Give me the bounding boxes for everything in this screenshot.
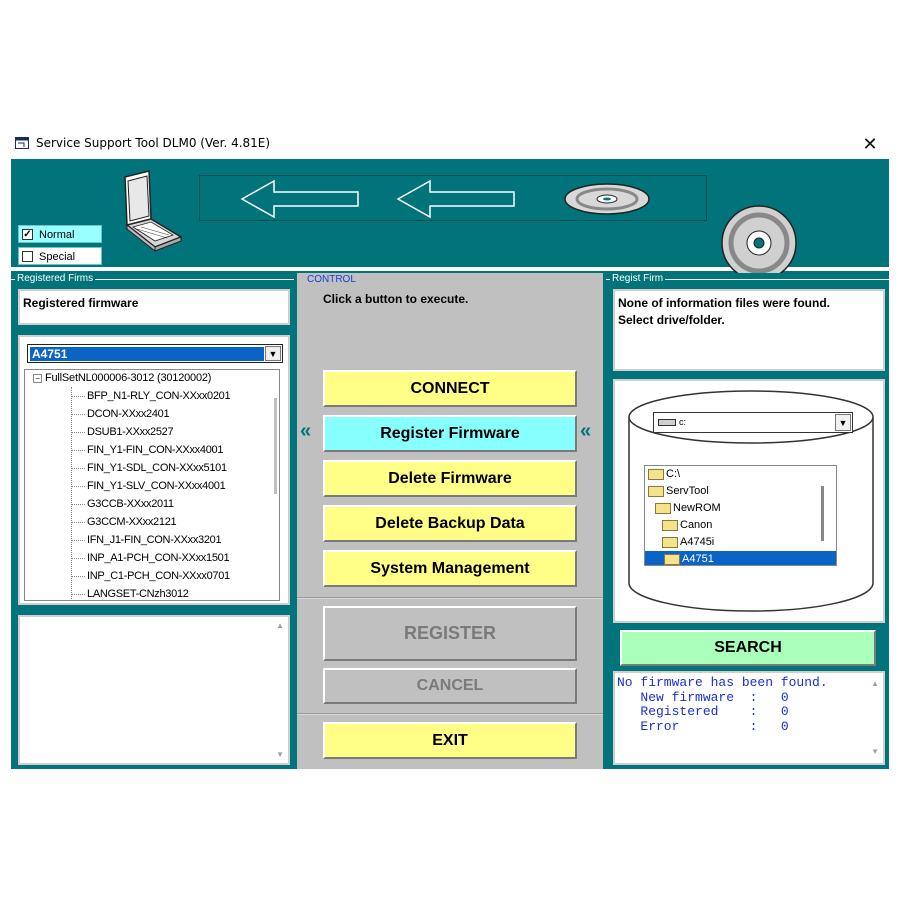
folder-label: A4745i <box>680 536 715 548</box>
open-folder-icon <box>662 520 678 531</box>
search-button[interactable]: SEARCH <box>620 630 876 666</box>
folder-label: Canon <box>680 519 713 531</box>
chevron-down-icon[interactable]: ▼ <box>835 414 851 431</box>
app-icon <box>15 137 29 149</box>
folder-item[interactable] <box>662 534 714 551</box>
tree-item[interactable]: G3CCB-XXxx2011 <box>71 498 174 510</box>
model-select[interactable] <box>27 344 283 363</box>
result-line: Error : 0 <box>617 718 789 734</box>
result-line: No firmware has been found. <box>617 675 828 690</box>
cancel-button[interactable]: CANCEL <box>323 668 577 704</box>
control-panel <box>297 273 603 769</box>
checkbox-empty-icon <box>22 251 33 262</box>
control-hint: Click a button to execute. <box>323 292 469 306</box>
scroll-down-icon[interactable]: ▼ <box>871 746 879 756</box>
register-firmware-button[interactable]: Register Firmware <box>323 415 577 452</box>
tree-item[interactable]: FIN_Y1-SDL_CON-XXxx5101 <box>71 462 227 474</box>
folder-item-selected[interactable] <box>645 551 836 566</box>
firmware-details-box <box>18 615 290 765</box>
hard-drive-icon <box>658 419 676 426</box>
control-label: CONTROL <box>307 274 356 285</box>
normal-mode-label: Normal <box>39 229 75 241</box>
delete-firmware-button[interactable]: Delete Firmware <box>323 460 577 497</box>
connect-button[interactable]: CONNECT <box>323 370 577 407</box>
registered-firmware-title: Registered firmware <box>18 289 290 325</box>
open-folder-icon <box>648 486 664 497</box>
divider <box>297 597 603 599</box>
app-window <box>11 131 889 769</box>
folder-label: NewROM <box>673 502 721 514</box>
drive-select[interactable] <box>653 412 853 433</box>
tree-root-item[interactable] <box>33 372 211 384</box>
title-bar <box>11 131 889 157</box>
folder-item[interactable] <box>655 500 721 517</box>
info-message-box <box>613 289 885 371</box>
info-line: None of information files were found. <box>618 296 831 310</box>
drive-select-value: c: <box>679 417 687 427</box>
open-folder-icon <box>662 537 678 548</box>
register-button[interactable]: REGISTER <box>323 606 577 661</box>
laptop-icon <box>107 169 187 259</box>
tree-item[interactable]: FIN_Y1-SLV_CON-XXxx4001 <box>71 480 225 492</box>
close-icon[interactable]: ✕ <box>862 134 878 154</box>
tree-item[interactable]: DCON-XXxx2401 <box>71 408 169 420</box>
tree-item[interactable]: FIN_Y1-FIN_CON-XXxx4001 <box>71 444 223 456</box>
folder-label: ServTool <box>666 485 709 497</box>
info-line: Select drive/folder. <box>618 313 725 327</box>
tree-item[interactable]: BFP_N1-RLY_CON-XXxx0201 <box>71 390 230 402</box>
divider <box>297 713 603 715</box>
special-mode-label: Special <box>39 251 76 263</box>
system-management-button[interactable]: System Management <box>323 550 577 587</box>
folder-scrollbar[interactable] <box>821 486 824 541</box>
firmware-tree[interactable] <box>24 369 280 601</box>
open-folder-icon <box>664 554 680 565</box>
transfer-arrow-box <box>199 175 707 221</box>
left-arrow-icon <box>240 179 360 219</box>
tree-item[interactable]: DSUB1-XXxx2527 <box>71 426 173 438</box>
search-result-box <box>613 671 885 765</box>
header-banner <box>11 159 889 271</box>
model-select-value: A4751 <box>30 347 264 361</box>
regist-firm-label: Regist Firm <box>612 273 664 284</box>
cd-icon <box>562 182 652 216</box>
result-line: Registered : 0 <box>617 704 789 719</box>
tree-root-label: FullSetNL000006-3012 (30120002) <box>45 372 212 384</box>
tree-item[interactable]: INP_C1-PCH_CON-XXxx0701 <box>71 570 230 582</box>
scroll-down-icon[interactable]: ▼ <box>276 750 284 759</box>
folder-item[interactable] <box>648 466 680 483</box>
registered-firms-panel <box>11 273 294 769</box>
tree-item[interactable]: IFN_J1-FIN_CON-XXxx3201 <box>71 534 221 546</box>
folder-list[interactable] <box>644 465 837 566</box>
folder-item[interactable] <box>648 483 709 500</box>
client-area <box>11 159 889 769</box>
checkmark-icon: ✓ <box>23 229 32 240</box>
folder-item[interactable] <box>662 517 712 534</box>
cd-disc-icon <box>719 203 799 283</box>
left-arrow-icon <box>396 179 516 219</box>
chevron-left-icon: « <box>300 420 312 442</box>
tree-scrollbar[interactable] <box>274 398 277 494</box>
collapse-icon[interactable]: − <box>33 374 42 383</box>
normal-mode-checkbox[interactable] <box>18 225 102 243</box>
drive-folder-selector <box>613 379 885 623</box>
chevron-down-icon[interactable]: ▼ <box>265 346 281 361</box>
delete-backup-data-button[interactable]: Delete Backup Data <box>323 505 577 542</box>
window-title: Service Support Tool DLM0 (Ver. 4.81E) <box>36 136 271 150</box>
special-mode-checkbox[interactable] <box>18 247 102 265</box>
open-folder-icon <box>655 503 671 514</box>
folder-label: A4751 <box>682 553 714 565</box>
folder-label: C:\ <box>666 468 681 480</box>
tree-item[interactable]: G3CCM-XXxx2121 <box>71 516 176 528</box>
firmware-tree-container <box>18 335 290 605</box>
exit-button[interactable]: EXIT <box>323 722 577 759</box>
regist-firm-panel <box>606 273 889 769</box>
registered-firms-label: Registered Firms <box>17 273 94 284</box>
scroll-up-icon[interactable]: ▲ <box>276 621 284 630</box>
tree-item[interactable]: LANGSET-CNzh3012 <box>71 588 189 600</box>
result-line: New firmware : 0 <box>617 689 789 705</box>
open-folder-icon <box>648 469 664 480</box>
scroll-up-icon[interactable]: ▲ <box>871 679 879 688</box>
tree-item[interactable]: INP_A1-PCH_CON-XXxx1501 <box>71 552 229 564</box>
chevron-left-icon: « <box>580 420 592 442</box>
